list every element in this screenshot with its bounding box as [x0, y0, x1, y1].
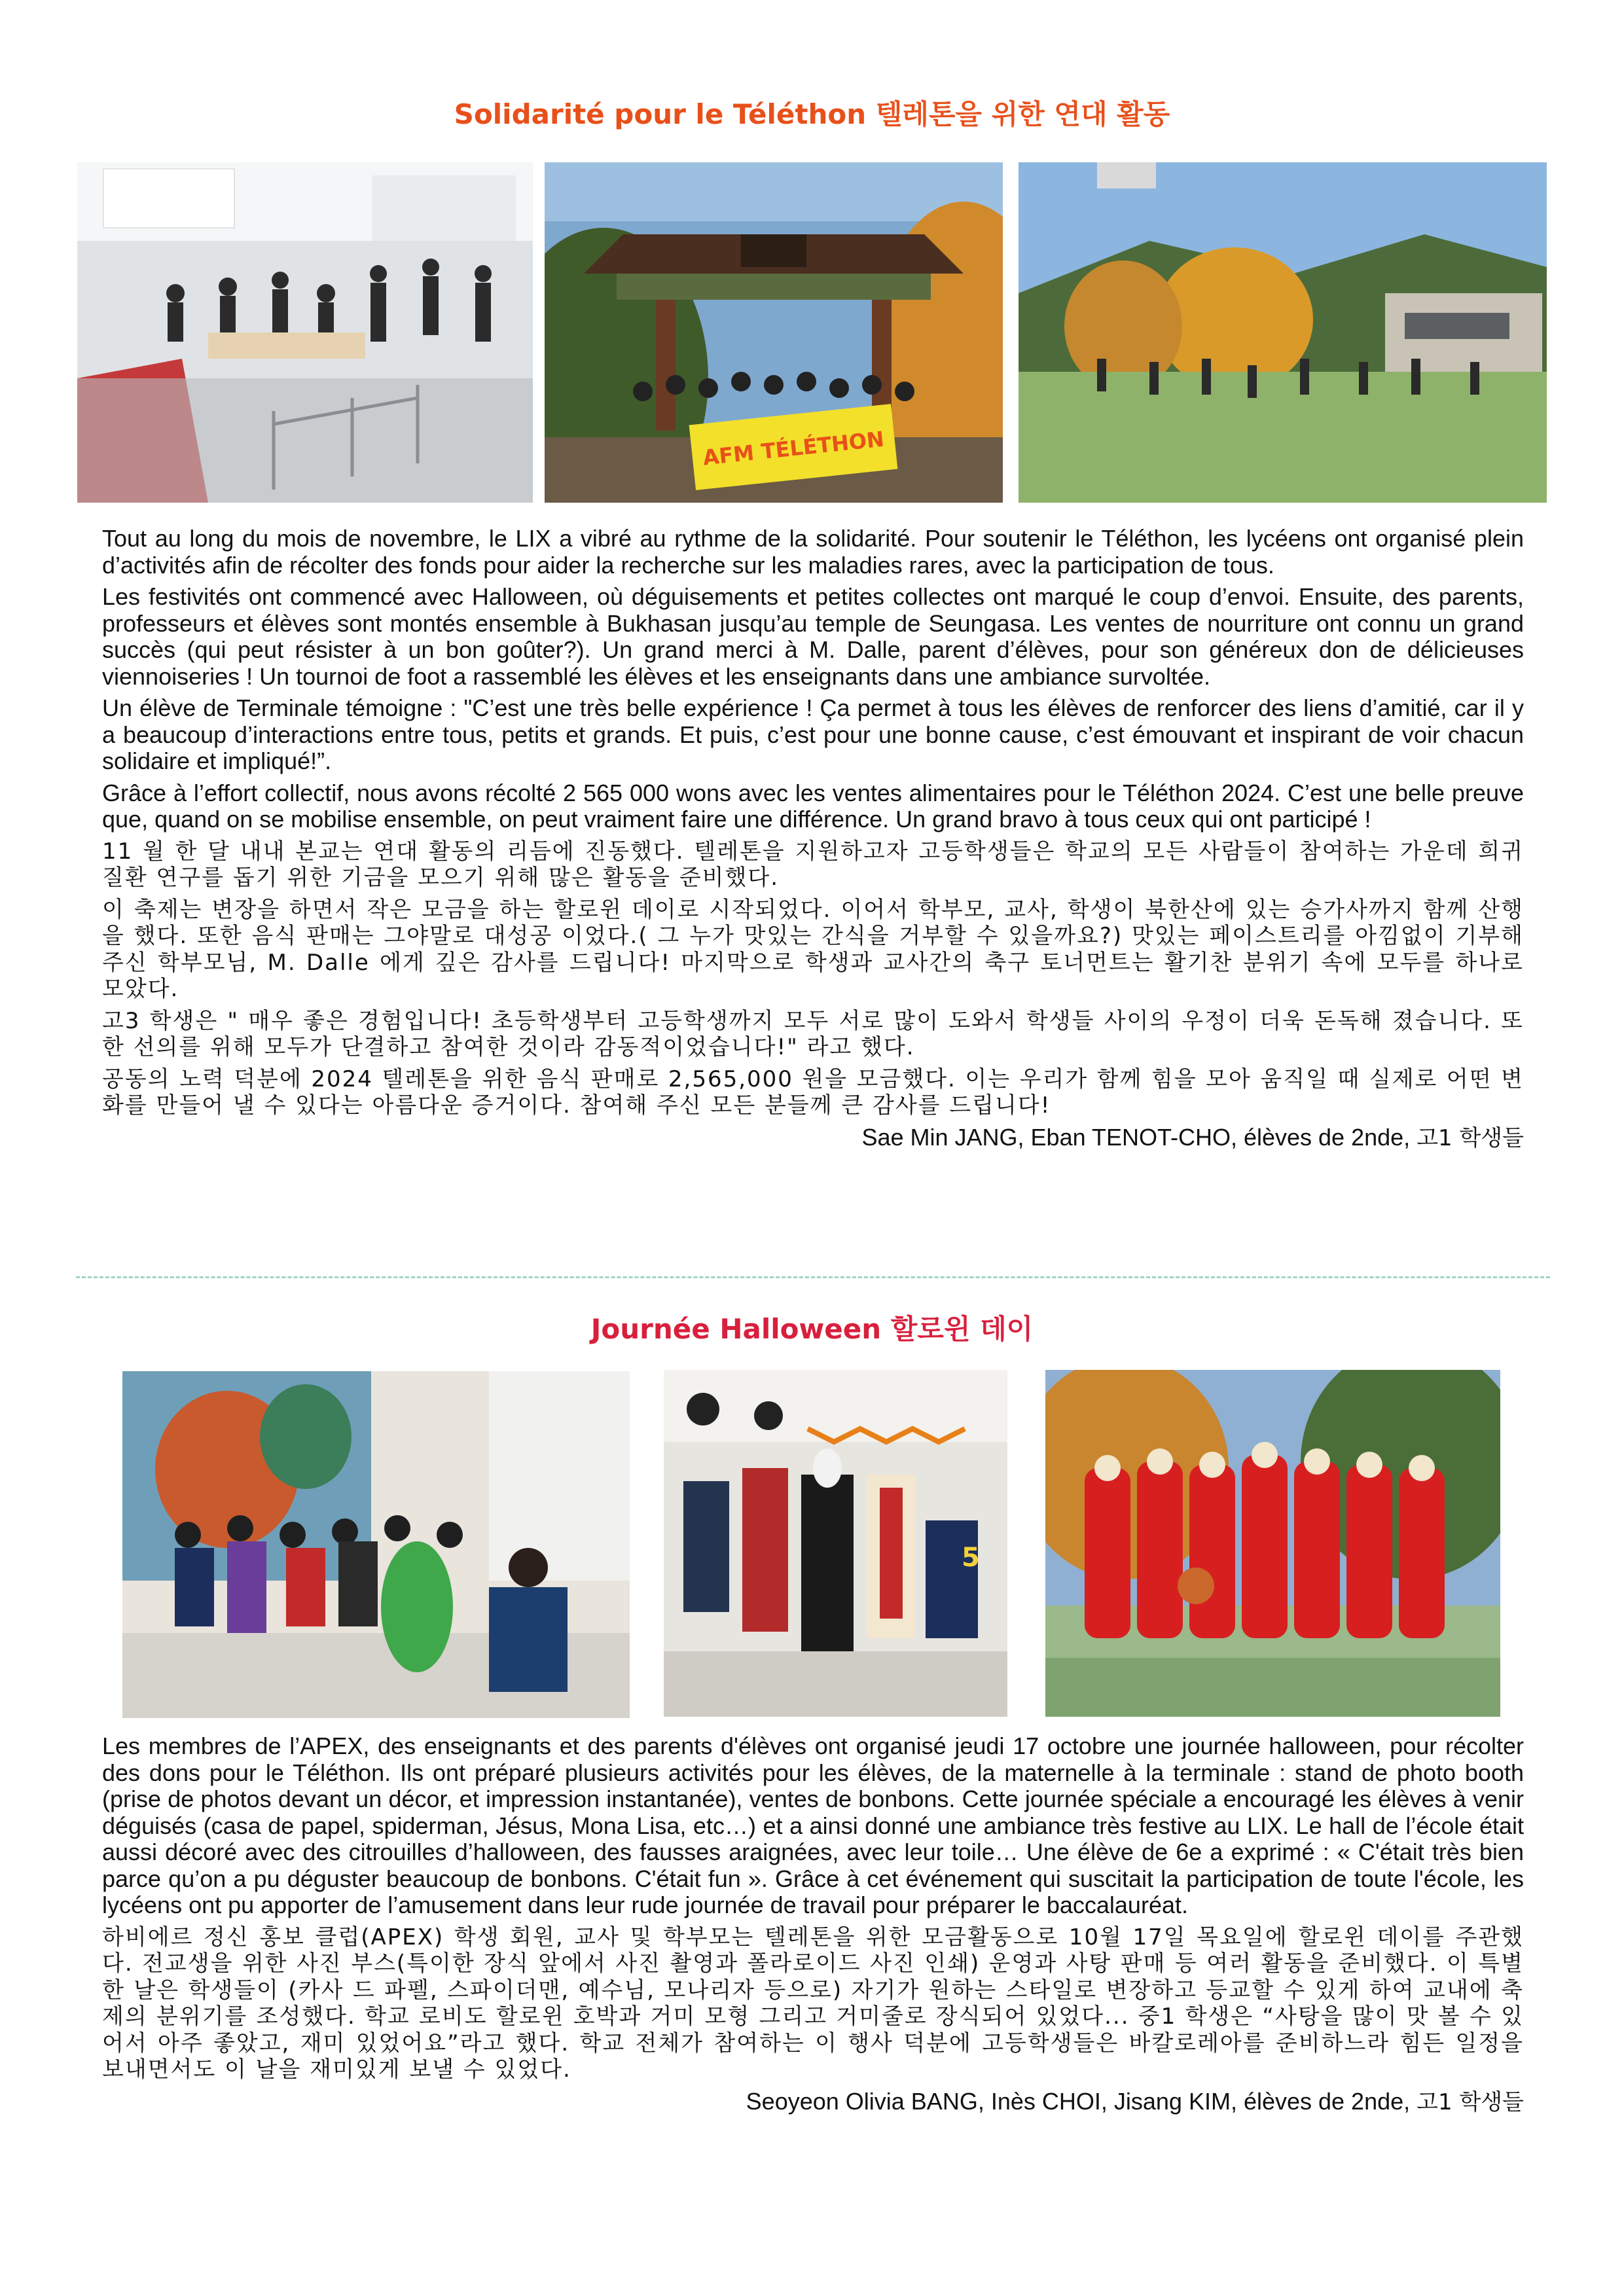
- photo-casa-de-papel-group: [1045, 1370, 1500, 1717]
- section1-paragraph-fr-1: Tout au long du mois de novembre, le LIX a vibré au rythme de la solidarité. Pour soutenir le Téléthon, les lycéens ont organisé plein d’activités afin de récolter des fonds pour aider la recherche sur les maladies rares, avec la participation de tous.: [102, 525, 1524, 579]
- photo-football-tournament: [1019, 162, 1547, 503]
- section1-paragraph-fr-3: Un élève de Terminale témoigne : "C’est une très belle expérience ! Ça permet à tous les élèves de renforcer des liens d’amitié, car il y a beaucoup d’interactions entre tous, petits et grands. Et puis, c’est pour une bonne cause, c’est émouvant et inspirant de voir chacun solidaire et impliqué!”.: [102, 694, 1524, 774]
- photo-halloween-costumes: [664, 1370, 1007, 1717]
- section1-paragraph-ko-3: 고3 학생은 " 매우 좋은 경험입니다! 초등학생부터 고등학생까지 모두 서로 많이 도와서 학생들 사이의 우정이 더욱 돈독해 졌습니다. 또한 선의를 위해 모두가 단결하고 참여한 것이라 감동적이었습니다!" 라고 했다.: [102, 1007, 1524, 1060]
- section1-paragraph-ko-2: 이 축제는 변장을 하면서 작은 모금을 하는 할로윈 데이로 시작되었다. 이어서 학부모, 교사, 학생이 북한산에 있는 승가사까지 함께 산행을 했다. 또한 음식 판매는 그야말로 대성공 이었다.( 그 누가 맛있는 간식을 거부할 수 있을까요?) 맛있는 페이스트리를 아낌없이 기부해주신 학부모님, M. Dalle 에게 깊은 감사를 드립니다! 마지막으로 학생과 교사간의 축구 토너먼트는 활기찬 분위기 속에 모두를 하나로 모았다.: [102, 896, 1525, 1002]
- section-divider: [76, 1276, 1550, 1278]
- section2-paragraph-ko: 하비에르 정신 홍보 클럽(APEX) 학생 회원, 교사 및 학부모는 텔레톤을 위한 모금활동으로 10월 17일 목요일에 할로윈 데이를 주관했다. 전교생을 위한 사진 부스(특이한 장식 앞에서 사진 촬영과 폴라로이드 사진 인쇄) 운영과 사탕 판매 등 여러 활동을 준비했다. 이 특별한 날은 학생들이 (카사 드 파펠, 스파이더맨, 예수님, 모나리자 등으로) 자기가 원하는 스타일로 변장하고 등교할 수 있게 하여 교내에 축제의 분위기를 조성했다. 학교 로비도 할로윈 호박과 거미 모형 그리고 거미줄로 장식되어 있었다... 중1 학생은 “사탕을 많이 맛 볼 수 있어서 아주 좋았고, 재미 있었어요”라고 했다. 학교 전체가 참여하는 이 행사 덕분에 고등학생들은 바칼로레아를 준비하느라 힘든 일정을 보내면서도 이 날을 재미있게 보낼 수 있었다.: [102, 1924, 1524, 2083]
- section1-paragraph-ko-4: 공동의 노력 덕분에 2024 텔레톤을 위한 음식 판매로 2,565,000 원을 모금했다. 이는 우리가 함께 힘을 모아 움직일 때 실제로 어떤 변화를 만들어 낼 수 있다는 아름다운 증거이다. 참여해 주신 모든 분들께 큰 감사를 드립니다!: [102, 1066, 1524, 1119]
- svg-text:5: 5: [962, 1543, 980, 1573]
- section2-signature-ko: 고1 학생들: [1416, 2089, 1524, 2115]
- banner-text: AFM TÉLÉTHON: [701, 426, 886, 471]
- section1-text: [102, 526, 1524, 1157]
- section1-signature-names: Sae Min JANG, Eban TENOT-CHO, élèves de 2nde,: [861, 1123, 1411, 1151]
- section1-paragraph-fr-4: Grâce à l’effort collectif, nous avons récolté 2 565 000 wons avec les ventes alimentaires pour le Téléthon 2024. C’est une belle preuve que, quand on se mobilise ensemble, on peut vraiment faire une différence. Un grand bravo à tous ceux qui ont participé !: [102, 779, 1524, 833]
- section1-paragraph-ko-1: 11 월 한 달 내내 본교는 연대 활동의 리듬에 진동했다. 텔레톤을 지원하고자 고등학생들은 학교의 모든 사람들이 참여하는 가운데 희귀질환 연구를 돕기 위한 기금을 모으기 위해 많은 활동을 준비했다.: [102, 838, 1524, 891]
- section1-signature: [102, 1124, 1524, 1152]
- section2-signature: [102, 2089, 1524, 2116]
- section2-text: [102, 1733, 1524, 2121]
- section2-signature-names: Seoyeon Olivia BANG, Inès CHOI, Jisang KIM, élèves de 2nde,: [746, 2087, 1411, 2115]
- photo-temple-hike-group: [545, 162, 1003, 503]
- section1-signature-ko: 고1 학생들: [1416, 1124, 1524, 1151]
- photo-school-hall-food-sale: [77, 162, 533, 503]
- section1-title: Solidarité pour le Téléthon 텔레톤을 위한 연대 활동: [454, 98, 1170, 130]
- section2-title: Journée Halloween 할로윈 데이: [590, 1313, 1034, 1345]
- section1-paragraph-fr-2: Les festivités ont commencé avec Halloween, où déguisements et petites collectes ont marqué le coup d’envoi. Ensuite, des parents, professeurs et élèves sont montés ensemble à Bukhasan jusqu’au temple de Seungasa. Les ventes de nourriture ont connu un grand succès (qui peut résister à un bon goûter?). Un grand merci à M. Dalle, parent d’élèves, pour son généreux don de délicieuses viennoiseries ! Un tournoi de foot a rassemblé les élèves et les enseignants dans une ambiance survoltée.: [102, 583, 1524, 690]
- photo-halloween-children: [122, 1371, 630, 1718]
- section2-paragraph-fr: Les membres de l’APEX, des enseignants et des parents d'élèves ont organisé jeudi 17 octobre une journée halloween, pour récolter des dons pour le Téléthon. Ils ont préparé plusieurs activités pour les élèves, de la maternelle à la terminale : stand de photo booth (prise de photos devant un décor, et impression instantanée), ventes de bonbons. Cette journée spéciale a encouragé les élèves à venir déguisés (casa de papel, spiderman, Jésus, Mona Lisa, etc…) et a ainsi donné une ambiance très festive au LIX. Le hall de l’école était aussi décoré avec des citrouilles d’halloween, des fausses araignées, avec leur toile… Une élève de 6e a exprimé : « C'était très bien parce qu’on a pu déguster beaucoup de bonbons. C'était fun ». Grâce à cet événement qui suscitait la participation de toute l'école, les lycéens ont pu apporter de l’amusement dans leur rude journée de travail pour préparer le baccalauréat.: [102, 1732, 1524, 1918]
